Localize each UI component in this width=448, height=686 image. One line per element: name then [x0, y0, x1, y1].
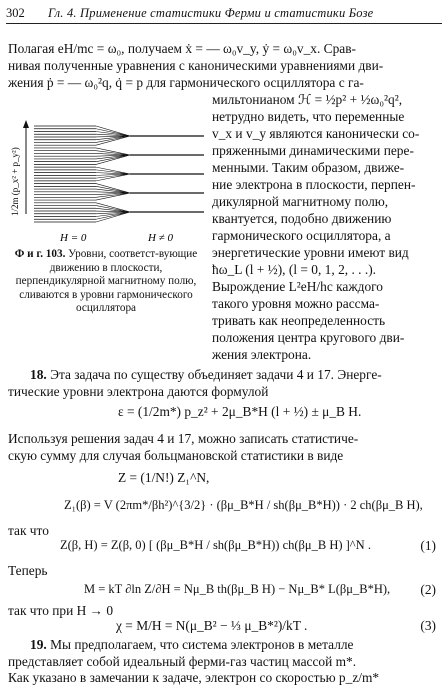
side-line-11: ħω_L (l + ½), (l = 0, 1, 2, . . .).	[212, 262, 377, 277]
problem-19-line-2: представляет собой идеальный ферми-газ частиц массой m*.	[8, 654, 357, 669]
caption-prefix: Ф и г. 103.	[14, 248, 66, 260]
label-h-zero: H = 0	[60, 232, 87, 244]
side-line-4: пряженными динамическими пере-	[212, 143, 414, 158]
header-rule	[6, 23, 442, 24]
side-line-7: дикулярной магнитному полю,	[212, 194, 389, 209]
caption-text: Уровни, соответст-вующие движению в плоскости, перпендикулярной магнитному полю, сливаются в уровни гармонического осциллятора	[15, 248, 198, 314]
z-beta-h-formula: Z(β, H) = Z(β, 0) [ (βμ_B*H / sh(βμ_B*H)) ch(βμ_B H) ]^N .	[60, 538, 371, 552]
merging-line	[96, 155, 130, 164]
running-title: Гл. 4. Применение статистики Ферми и статистики Бозе	[48, 6, 374, 20]
figure-caption	[8, 248, 204, 316]
z1-formula: Z₁(β) = V (2πm*/βh²)^{3/2} · (βμ_B*H / sh(βμ_B*H)) · 2 ch(βμ_B H),	[64, 498, 423, 512]
equation-number-2: (2)	[420, 582, 436, 597]
page-number: 302	[6, 6, 25, 20]
problem-18-number: 18.	[30, 367, 47, 382]
side-line-3: v_x и v_y являются канонически со-	[212, 126, 420, 141]
energy-formula: ε = (1/2m*) p_z² + 2μ_B*H (l + ½) ± μ_B H.	[118, 404, 362, 419]
side-line-10: энергетические уровни имеют вид	[212, 245, 409, 260]
equation-number-3: (3)	[420, 618, 436, 633]
then-text: Теперь	[8, 563, 48, 578]
merging-line	[96, 203, 130, 212]
side-line-8: квантуется, подобно движению	[212, 211, 392, 226]
side-line-16: жения электрона.	[212, 347, 312, 362]
equation-number-1: (1)	[420, 538, 436, 553]
merging-line	[96, 184, 130, 193]
problem-18-text-1: Эта задача по существу объединяет задачи 4 и 17. Энерге-	[50, 367, 382, 382]
figure-103	[8, 96, 208, 246]
problem-19-number: 19.	[30, 637, 47, 652]
problem-18-line-3: Используя решения задач 4 и 17, можно записать статистиче-	[8, 431, 359, 446]
continuum-lines	[34, 126, 96, 222]
problem-19-line-1	[30, 636, 354, 653]
page-header	[6, 2, 442, 24]
so-that-h-text: так что при H → 0	[8, 603, 114, 618]
intro-line-3: жения ṗ = — ω₀²q, q̇ = p для гармонического осциллятора с га-	[8, 75, 364, 90]
problem-19-line-3: Как указано в замечании к задаче, электрон со скоростью p_z/m*	[8, 670, 380, 685]
figure-103-diagram	[8, 96, 208, 246]
side-line-14: тривать как неопределенность	[212, 313, 386, 328]
side-line-2: нетрудно видеть, что переменные	[212, 109, 405, 124]
side-line-9: гармонического осциллятора, а	[212, 228, 391, 243]
intro-line-1: Полагая eH/mc = ω₀, получаем ẋ = — ω₀v_y, ẏ = ω₀v_x. Срав-	[8, 41, 357, 56]
problem-18-line-1	[30, 366, 382, 383]
side-line-6: ние электрона в плоскости, перпен-	[212, 177, 416, 192]
intro-line-2: нивая полученные уравнения с каноническими уравнениями дви-	[8, 58, 384, 73]
side-line-1: мильтонианом ℋ = ½p² + ½ω₀²q²,	[212, 92, 403, 107]
susceptibility-formula: χ = M/H = N(μ_B² − ⅓ μ_B*²)/kT .	[116, 618, 308, 633]
z-formula: Z = (1/N!) Z₁^N,	[118, 470, 210, 485]
problem-19-text-1: Мы предполагаем, что система электронов в металле	[50, 637, 354, 652]
side-line-15: положения центра кругового дви-	[212, 330, 405, 345]
merging-lines	[96, 126, 130, 222]
oscillator-levels	[130, 136, 204, 212]
problem-18-line-2: тические уровни электрона даются формулой	[8, 384, 269, 399]
arrow-head-icon	[23, 120, 29, 128]
side-line-12: Вырождение L²eH/hc каждого	[212, 279, 383, 294]
magnetization-formula: M = kT ∂ln Z/∂H = Nμ_B th(βμ_B H) − Nμ_B* L(βμ_B*H),	[84, 582, 391, 596]
side-line-5: менными. Таким образом, движе-	[212, 160, 405, 175]
so-that-text: так что	[8, 523, 49, 538]
problem-18-line-4: скую сумму для случая больцмановской статистики в виде	[8, 448, 344, 463]
merging-line	[96, 136, 130, 145]
side-line-13: такого уровня можно рассма-	[212, 296, 380, 311]
y-axis-label: 1/2m (p_x² + p_y²)	[10, 147, 20, 216]
label-h-nonzero: H ≠ 0	[148, 232, 173, 244]
